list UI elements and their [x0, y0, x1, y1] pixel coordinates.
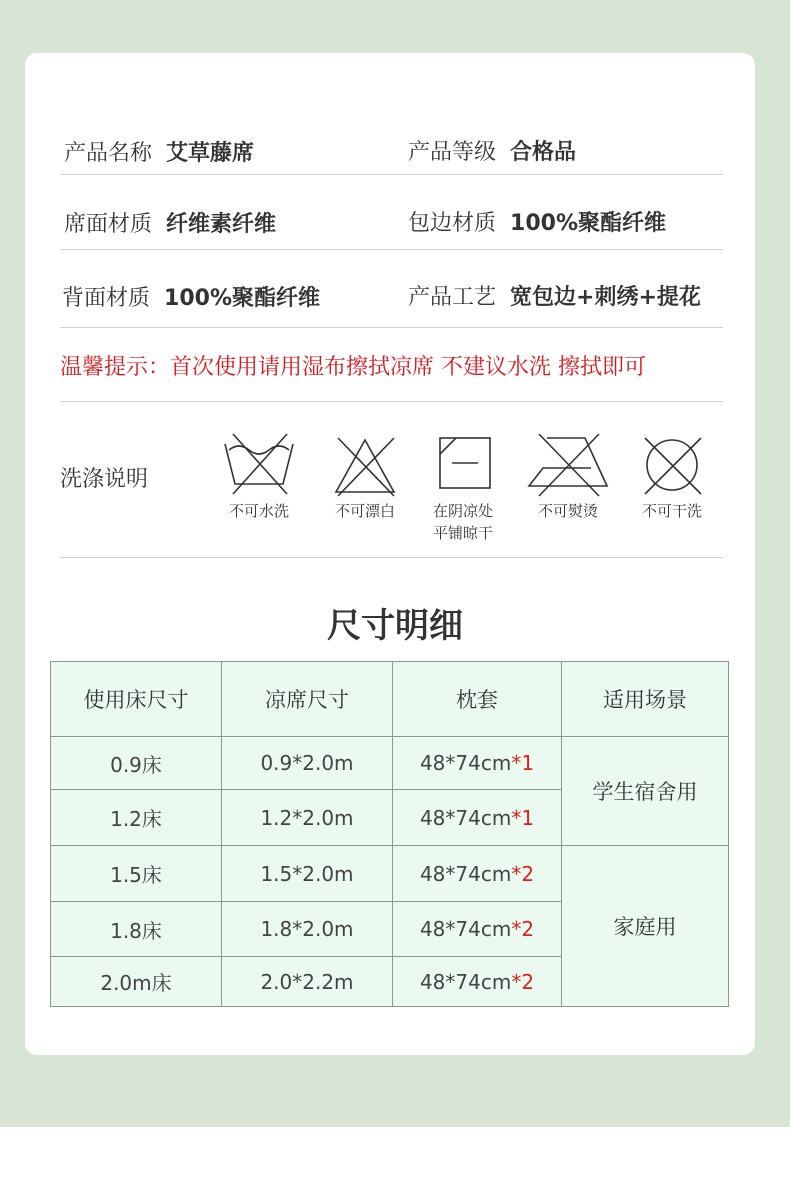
spec-value: 100%聚酯纤维 [164, 286, 320, 311]
table-cell-bed: 1.8床 [50, 901, 222, 957]
table-cell-scene: 家庭用 [561, 845, 729, 1007]
table-cell-pillow [392, 845, 562, 902]
shade-dry-icon [430, 432, 496, 500]
pillow-size: 48*74cm [419, 861, 512, 886]
wash-item-no-dryclean [634, 432, 710, 522]
table-header: 使用床尺寸 [50, 661, 222, 737]
table-cell-mat: 1.2*2.0m [221, 789, 393, 846]
spec-label: 产品等级 [408, 140, 497, 165]
wash-caption: 平铺晾干 [432, 524, 493, 542]
spec-item [408, 135, 576, 166]
size-table [50, 661, 729, 1007]
table-cell-bed: 1.5床 [50, 845, 222, 902]
pillow-qty: *1 [511, 805, 535, 830]
wash-caption: 不可熨烫 [537, 502, 598, 520]
divider [60, 557, 723, 558]
spec-row-2 [60, 174, 723, 250]
no-iron-icon [525, 430, 611, 500]
spec-label: 产品名称 [64, 141, 153, 166]
table-cell-mat: 1.8*2.0m [221, 901, 393, 957]
pillow-qty: *2 [511, 861, 535, 886]
spec-label: 包边材质 [408, 211, 497, 236]
size-title: 尺寸明细 [327, 606, 463, 646]
spec-row-3 [60, 249, 723, 328]
spec-item [408, 280, 701, 311]
spec-label: 产品工艺 [408, 285, 497, 310]
table-cell-scene: 学生宿舍用 [561, 736, 729, 846]
table-cell-mat: 2.0*2.2m [221, 956, 393, 1007]
table-header: 枕套 [392, 661, 562, 737]
table-cell-bed: 0.9床 [50, 736, 222, 790]
pillow-size: 48*74cm [419, 751, 512, 775]
spec-value: 宽包边+刺绣+提花 [510, 285, 701, 310]
wash-caption: 不可漂白 [334, 502, 395, 520]
spec-item [64, 136, 254, 167]
wash-label: 洗涤说明 [60, 467, 149, 492]
wash-caption: 不可水洗 [228, 502, 289, 520]
no-dryclean-icon [639, 432, 705, 500]
pillow-qty: *2 [511, 917, 535, 941]
pillow-size: 48*74cm [419, 969, 512, 994]
table-header: 适用场景 [561, 661, 729, 737]
divider [60, 401, 723, 402]
spec-value: 合格品 [510, 140, 577, 165]
table-cell-pillow [392, 789, 562, 846]
spec-item [408, 206, 666, 237]
spec-label: 背面材质 [62, 286, 151, 311]
wash-item-no-wash [218, 430, 300, 522]
table-cell-pillow [392, 901, 562, 957]
spec-item [62, 281, 320, 312]
wash-item-no-iron [524, 430, 612, 522]
care-notice: 温馨提示：首次使用请用湿布擦拭凉席 不建议水洗 擦拭即可 [60, 355, 646, 380]
spec-value: 纤维素纤维 [166, 212, 277, 237]
wash-item-shade-dry [424, 432, 502, 544]
table-header: 凉席尺寸 [221, 661, 393, 737]
spec-value: 100%聚酯纤维 [510, 211, 666, 236]
pillow-size: 48*74cm [419, 805, 512, 830]
table-cell-pillow [392, 736, 562, 790]
table-cell-mat: 1.5*2.0m [221, 845, 393, 902]
table-cell-pillow [392, 956, 562, 1007]
pillow-qty: *2 [511, 969, 535, 994]
wash-item-no-bleach [330, 432, 400, 522]
pillow-qty: *1 [511, 751, 535, 775]
wash-caption: 在阴凉处 [432, 502, 493, 520]
no-bleach-icon [332, 432, 398, 500]
spec-item [64, 207, 276, 238]
table-cell-bed: 1.2床 [50, 789, 222, 846]
wash-caption: 不可干洗 [641, 502, 702, 520]
pillow-size: 48*74cm [419, 917, 512, 941]
spec-label: 席面材质 [64, 212, 153, 237]
table-cell-bed: 2.0m床 [50, 956, 222, 1007]
spec-value: 艾草藤席 [166, 141, 255, 166]
no-wash-icon [221, 430, 297, 500]
spec-row-1 [60, 130, 723, 175]
table-cell-mat: 0.9*2.0m [221, 736, 393, 790]
